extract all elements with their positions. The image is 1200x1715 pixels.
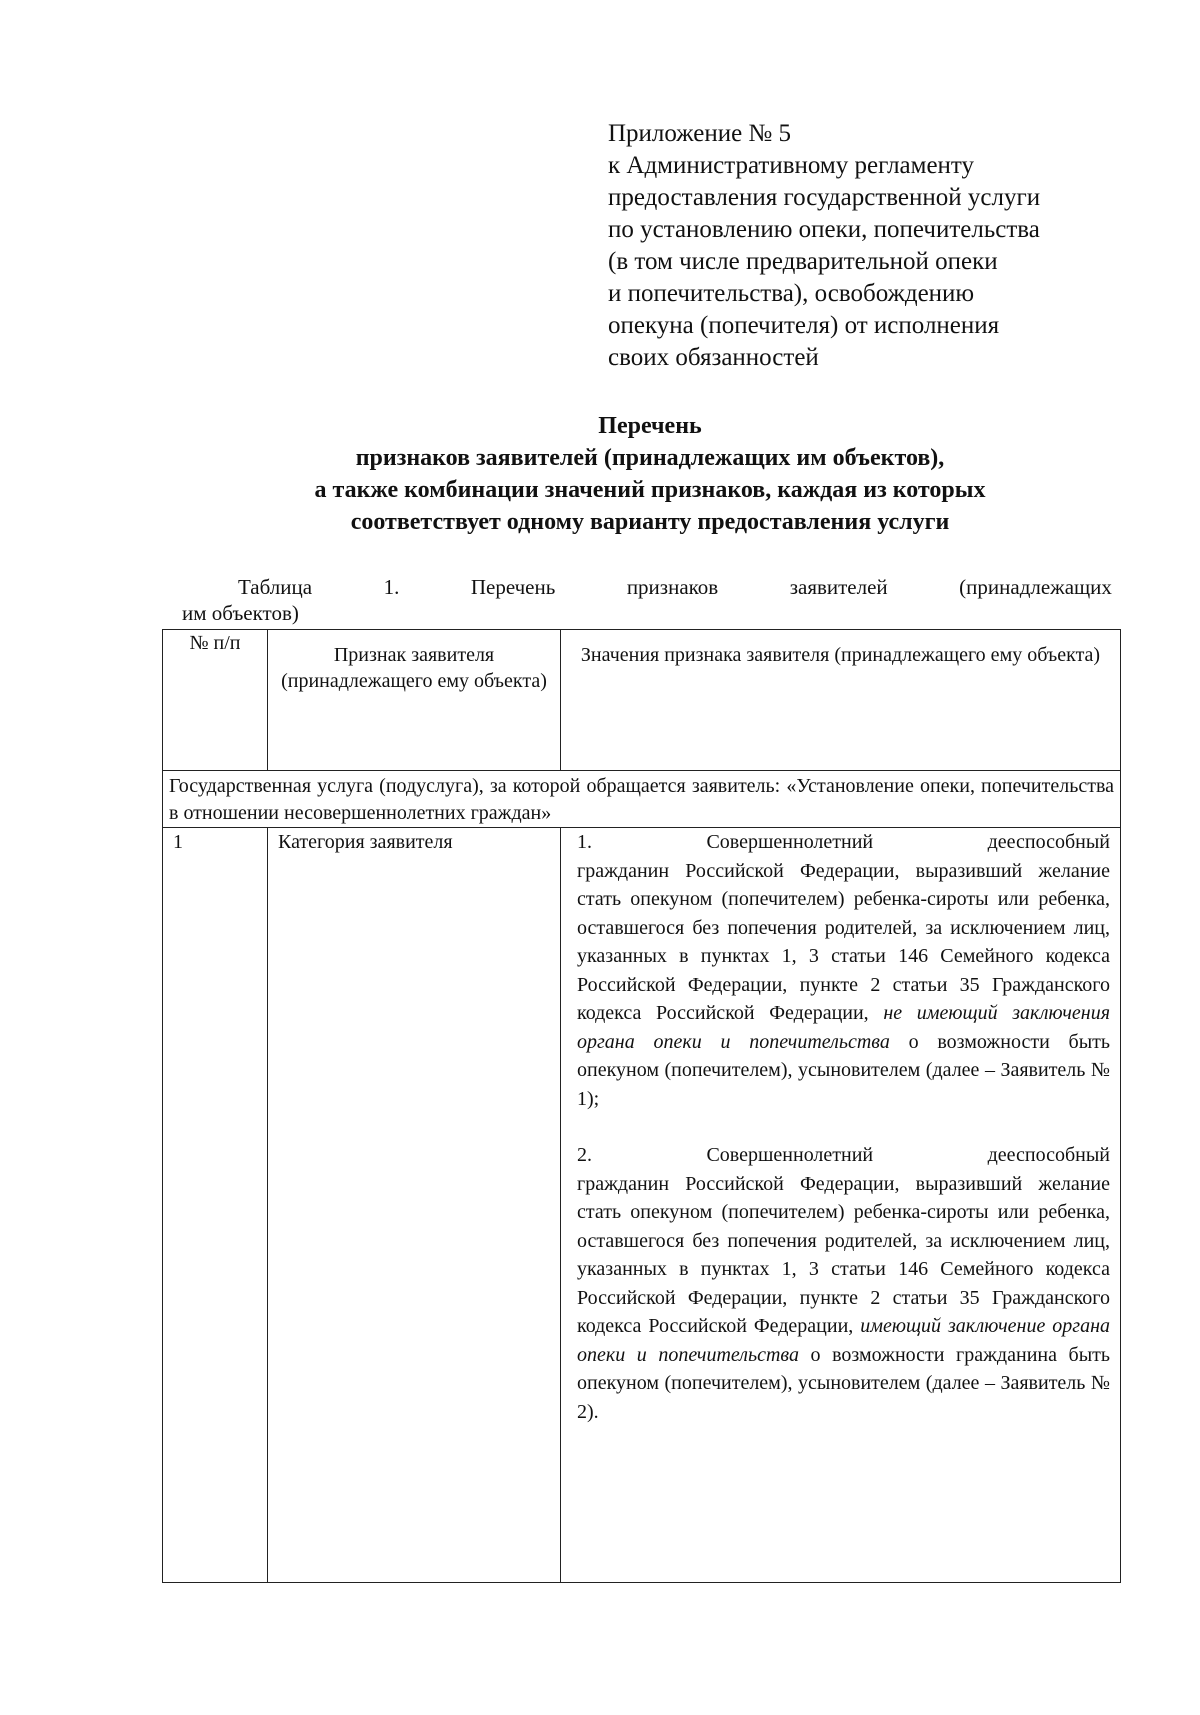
caption-word: 1.: [383, 575, 400, 599]
row-attribute: Категория заявителя: [268, 828, 561, 1583]
service-cell: Государственная услуга (подуслуга), за которой обращается заявитель: «Установление опеки, попечительства в отношении несовершеннолетних граждан»: [163, 771, 1121, 828]
caption-word: Таблица: [238, 575, 313, 599]
attributes-table: [162, 629, 1121, 1583]
caption-word: заявителей: [789, 575, 888, 599]
appendix-line: предоставления государственной услуги: [608, 184, 1041, 211]
document-title: [160, 410, 1140, 538]
appendix-header: [608, 118, 1128, 374]
value-item-lead: 1. Совершеннолетний дееспособный: [577, 831, 1110, 853]
appendix-line: (в том числе предварительной опеки: [608, 248, 998, 275]
caption-word: (принадлежащих: [959, 575, 1112, 599]
title-line: соответствует одному варианту предоставления услуги: [350, 509, 950, 535]
value-item-emphasis: не имеющий заключения органа опеки и попечительства: [577, 1002, 1110, 1053]
value-item-emphasis: имеющий заключение органа опеки и попечительства: [577, 1315, 1110, 1366]
table-caption: [182, 574, 1112, 626]
title-line: Перечень: [598, 413, 702, 439]
value-item-2: [577, 1141, 1110, 1426]
header-number: № п/п: [163, 630, 268, 771]
value-item-1: [577, 828, 1110, 1113]
table-header-row: [163, 630, 1121, 771]
caption-word: признаков: [626, 575, 719, 599]
title-line: признаков заявителей (принадлежащих им объектов),: [355, 445, 945, 471]
value-item-text: о возможности быть опекуном (попечителем), усыновителем (далее – Заявитель № 1);: [577, 1030, 1110, 1110]
value-item-text: гражданин Российской Федерации, выразивший желание стать опекуном (попечителем) ребенка-сироты или ребенка, оставшегося без попечения родителей, за исключением лиц, указанных в пунктах 1, 3 статьи 146 Семейного кодекса Российской Федерации, пункте 2 статьи 35 Гражданского кодекса Российской Федерации,: [577, 859, 1110, 1024]
title-line: а также комбинации значений признаков, каждая из которых: [314, 477, 986, 503]
service-row: [163, 771, 1121, 828]
header-values: Значения признака заявителя (принадлежащего ему объекта): [561, 630, 1121, 771]
appendix-line: к Административному регламенту: [608, 152, 975, 179]
appendix-line: Приложение № 5: [608, 120, 792, 147]
caption-line-1: [182, 574, 1112, 600]
appendix-line: по установлению опеки, попечительства: [608, 216, 1040, 243]
value-item-lead: 2. Совершеннолетний дееспособный: [577, 1144, 1110, 1166]
row-number: 1: [163, 828, 268, 1583]
caption-word: Перечень: [470, 575, 556, 599]
table-row: [163, 828, 1121, 1583]
row-values: [561, 828, 1121, 1583]
value-item-text: гражданин Российской Федерации, выразивший желание стать опекуном (попечителем) ребенка-сироты или ребенка, оставшегося без попечения родителей, за исключением лиц, указанных в пунктах 1, 3 статьи 146 Семейного кодекса Российской Федерации, пункте 2 статьи 35 Гражданского кодекса Российской Федерации,: [577, 1172, 1110, 1337]
appendix-line: и попечительства), освобождению: [608, 280, 975, 307]
appendix-line: своих обязанностей: [608, 344, 819, 371]
header-attribute: Признак заявителя (принадлежащего ему объекта): [268, 630, 561, 771]
caption-line-2: им объектов): [182, 601, 299, 625]
value-item-text: о возможности гражданина быть опекуном (попечителем), усыновителем (далее – Заявитель № 2).: [577, 1343, 1110, 1423]
appendix-line: опекуна (попечителя) от исполнения: [608, 312, 1000, 339]
